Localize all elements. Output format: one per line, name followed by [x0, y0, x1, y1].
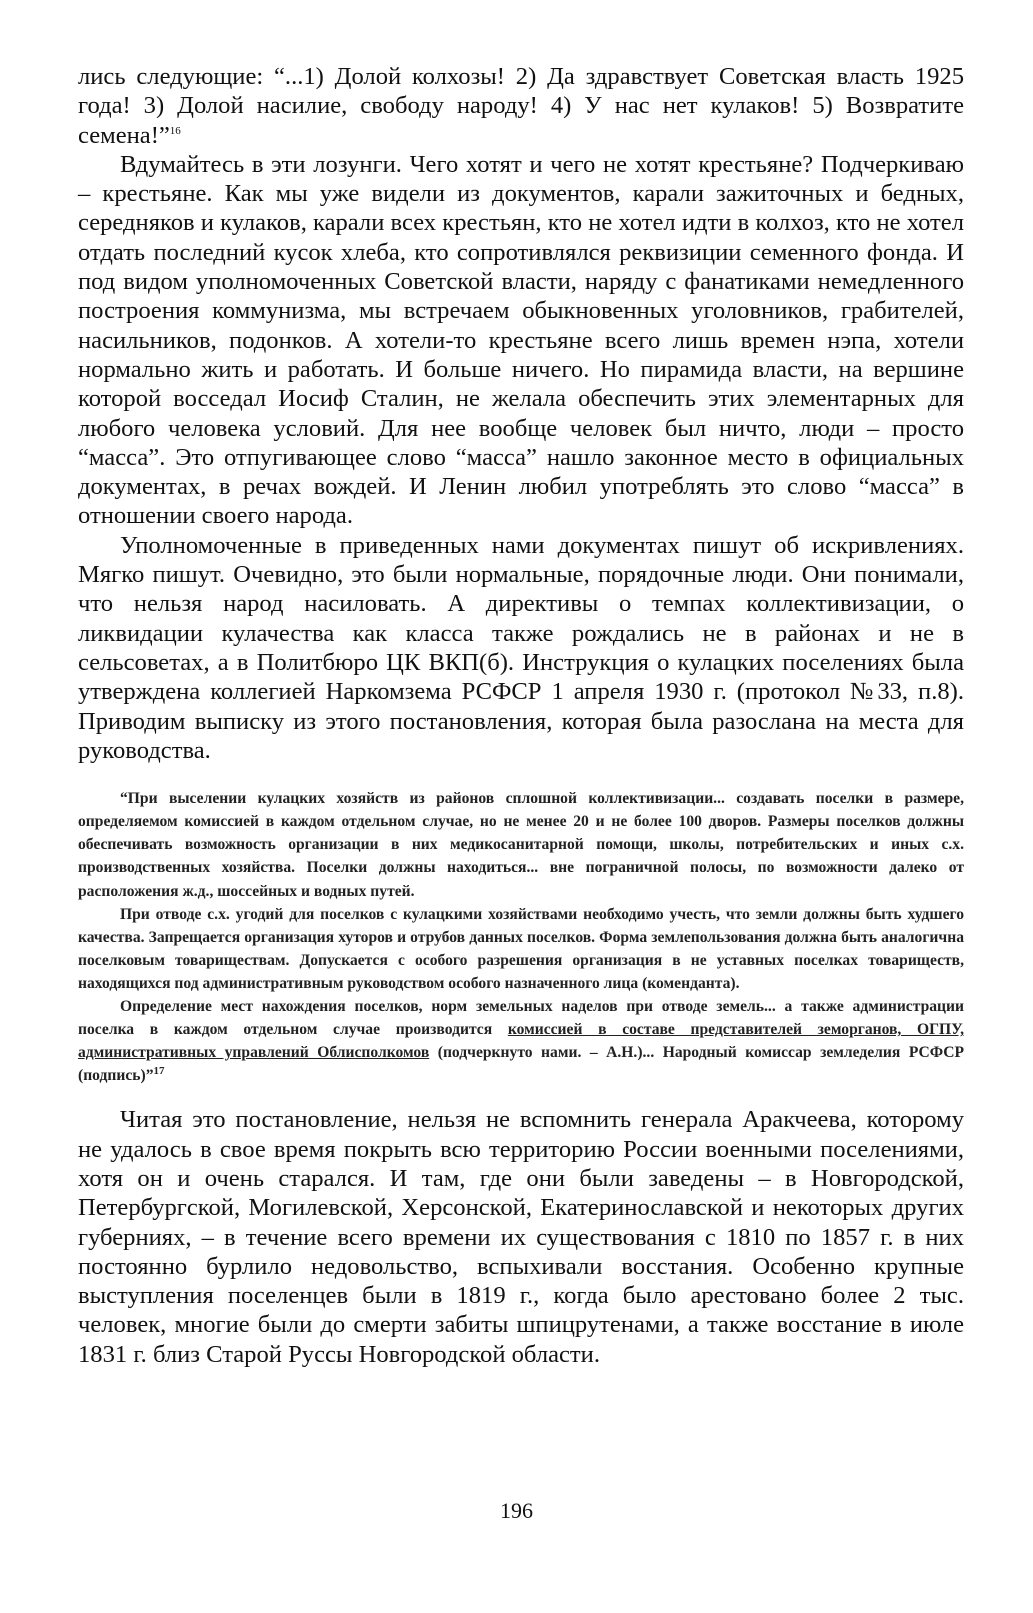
quote-paragraph-3 [78, 995, 964, 1087]
footnote-ref-17: 17 [153, 1065, 165, 1078]
quote-paragraph-2: При отводе с.х. угодий для поселков с кулацкими хозяйствами необходимо учесть, что земли должны быть худшего качества. Запрещается организация хуторов и отрубов данных поселков. Форма землепользования должна быть аналогична поселковым товариществам. Допускается с особого разрешения организация в не уставных поселках товариществ, находящихся под административным руководством особого назначенного лица (коменданта). [78, 905, 964, 992]
paragraph-1 [78, 62, 964, 150]
quote-p3-after: (подчеркнуто нами. – А.Н.)... Народный комиссар земледелия РСФСР (подпись)” [78, 1044, 964, 1085]
paragraph-1-text: лись следующие: “...1) Долой колхозы! 2) Да здравствует Советская власть 1925 года! 3) Долой насилие, свободу народу! 4) У нас нет кулаков! 5) Возвратите семена!” [78, 63, 964, 149]
paragraph-3: Уполномоченные в приведенных нами документах пишут об искривлениях. Мягко пишут. Очевидно, это были нормальные, порядочные люди. Они понимали, что нельзя народ насиловать. А директивы о темпах коллективизации, о ликвидации кулачества как класса также рождались не в районах и не в сельсоветах, а в Политбюро ЦК ВКП(б). Инструкция о кулацких поселениях была утверждена коллегией Наркомзема РСФСР 1 апреля 1930 г. (протокол №33, п.8). Приводим выписку из этого постановления, которая была разослана на места для руководства. [78, 531, 964, 764]
quote-p3-underlined: комиссией в составе представителей земорганов, ОГПУ, административных управлений Облисполкомов [78, 1021, 964, 1062]
body-text-bottom [78, 1105, 964, 1369]
quoted-resolution [78, 787, 964, 1087]
quote-paragraph-1: “При выселении кулацких хозяйств из районов сплошной коллективизации... создавать поселки в размере, определяемом комиссией в каждом отдельном случае, но не менее 20 и не более 100 дворов. Размеры поселков должны обеспечивать возможность организации в них медикосанитарной помощи, школы, потребительских и иных с.х. производственных хозяйства. Поселки должны находиться... вне пограничной полосы, по возможности далеко от расположения ж.д., шоссейных и водных путей. [78, 790, 964, 900]
paragraph-4: Читая это постановление, нельзя не вспомнить генерала Аракчеева, которому не удалось в свое время покрыть всю территорию России военными поселениями, хотя он и очень старался. И там, где они были заведены – в Новгородской, Петербургской, Могилевской, Херсонской, Екатеринославской и некоторых других губерниях, – в течение всего времени их существования с 1810 по 1857 г. в них постоянно бурлило недовольство, вспыхивали восстания. Особенно крупные выступления поселенцев были в 1819 г., когда было арестовано более 2 тыс. человек, многие были до смерти забиты шпицрутенами, а также восстание в июле 1831 г. близ Старой Руссы Новгородской области. [78, 1106, 964, 1368]
book-page [78, 62, 964, 1369]
body-text-top [78, 62, 964, 765]
paragraph-2: Вдумайтесь в эти лозунги. Чего хотят и чего не хотят крестьяне? Подчеркиваю – крестьяне. Как мы уже видели из документов, карали зажиточных и бедных, середняков и кулаков, карали всех крестьян, кто не хотел идти в колхоз, кто не хотел отдать последний кусок хлеба, кто сопротивлялся реквизиции семенного фонда. И под видом уполномоченных Советской власти, наряду с фанатиками немедленного построения коммунизма, мы встречаем обыкновенных уголовников, грабителей, насильников, подонков. А хотели-то крестьяне всего лишь времен нэпа, хотели нормально жить и работать. И больше ничего. Но пирамида власти, на вершине которой восседал Иосиф Сталин, не желала обеспечить этих элементарных для любого человека условий. Для нее вообще человек был ничто, люди – просто “масса”. Это отпугивающее слово “масса” нашло законное место в официальных документах, в речах вождей. И Ленин любил употреблять это слово “масса” в отношении своего народа. [78, 150, 964, 530]
footnote-ref-16: 16 [169, 124, 181, 137]
page-number: 196 [500, 1498, 533, 1523]
quote-p3-before: Определение мест нахождения поселков, норм земельных наделов при отводе земель... а также администрации поселка в каждом отдельном случае производится [78, 997, 964, 1039]
